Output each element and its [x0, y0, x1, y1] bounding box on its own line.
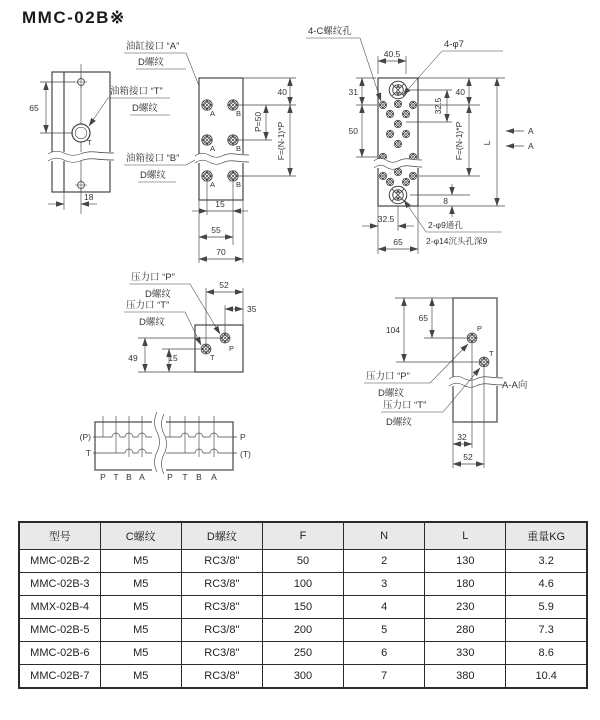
header-n: N	[344, 522, 425, 550]
spec-cell: 10.4	[506, 665, 587, 689]
spec-cell: 230	[425, 596, 506, 619]
label-pressure-port-t-section: 压力口 “T”	[383, 400, 427, 411]
schematic-port-4: P	[167, 472, 173, 482]
spec-cell: 180	[425, 573, 506, 596]
spec-cell: 5.9	[506, 596, 587, 619]
view-top-pattern	[306, 25, 534, 254]
label-4-c-threaded-holes: 4-C螺纹孔	[308, 26, 352, 37]
spec-cell: 7.3	[506, 619, 587, 642]
view-side-left	[29, 64, 114, 214]
spec-cell: RC3/8"	[181, 573, 262, 596]
spec-cell: RC3/8"	[181, 665, 262, 689]
schematic-port-2: B	[126, 472, 132, 482]
header-weight: 重量KG	[506, 522, 587, 550]
dim-8: 8	[443, 196, 448, 206]
schematic-label-t-left: T	[85, 448, 91, 458]
dim-55: 55	[211, 225, 221, 235]
section-arrow-a2: A	[528, 141, 534, 151]
spec-cell: M5	[100, 550, 181, 573]
schematic-port-3: A	[139, 472, 145, 482]
dim-52-section: 52	[463, 452, 473, 462]
dim-18: 18	[84, 192, 94, 202]
table-row	[19, 619, 587, 642]
spec-cell: M5	[100, 642, 181, 665]
label-pressure-port-t: 压力口 “T”	[126, 300, 170, 311]
label-4-phi7: 4-φ7	[444, 39, 464, 50]
dim-65-section: 65	[418, 313, 428, 323]
view-front	[192, 78, 296, 263]
spec-cell: RC3/8"	[181, 642, 262, 665]
spec-table	[18, 521, 588, 689]
port-letter-t: T	[87, 138, 92, 147]
schematic-label-p-right: P	[240, 432, 246, 442]
spec-cell: M5	[100, 665, 181, 689]
spec-cell: 280	[425, 619, 506, 642]
header-f: F	[262, 522, 343, 550]
header-l: L	[425, 522, 506, 550]
spec-cell-model: MMC-02B-6	[19, 642, 100, 665]
view-section-aa	[364, 298, 527, 468]
dim-40-top: 40	[455, 87, 465, 97]
page-title: MMC-02B※	[22, 8, 126, 27]
dim-p50: P=50	[253, 111, 263, 133]
port-letter-t-end: T	[210, 353, 215, 362]
header-model: 型号	[19, 522, 100, 550]
port-letter-b1: B	[236, 109, 242, 118]
section-arrow-a1: A	[528, 126, 534, 136]
table-row	[19, 665, 587, 689]
port-letter-t-section: T	[489, 349, 494, 358]
dim-49: 49	[128, 353, 138, 363]
dim-70: 70	[216, 247, 226, 257]
spec-cell: M5	[100, 596, 181, 619]
port-letter-a3: A	[210, 180, 216, 189]
label-tank-port-t: 油箱接口 “T”	[110, 86, 163, 97]
label-d-thread-1: D螺纹	[138, 57, 164, 68]
dim-65-top-view: 65	[393, 237, 403, 247]
spec-cell: 4	[344, 596, 425, 619]
dim-35: 35	[247, 304, 257, 314]
label-d-thread-6: D螺纹	[378, 388, 404, 399]
dim-32-5-bottom: 32.5	[377, 214, 395, 224]
spec-cell-model: MMC-02B-5	[19, 619, 100, 642]
spec-cell: 200	[262, 619, 343, 642]
spec-cell: RC3/8"	[181, 550, 262, 573]
spec-cell-model: MMC-02B-7	[19, 665, 100, 689]
dim-52-end: 52	[219, 280, 229, 290]
spec-cell: 300	[262, 665, 343, 689]
view-channel-schematic	[80, 412, 251, 482]
spec-cell: 6	[344, 642, 425, 665]
spec-cell: 3.2	[506, 550, 587, 573]
label-d-thread-2: D螺纹	[132, 103, 158, 114]
port-letter-b2: B	[236, 144, 242, 153]
port-letter-a1: A	[210, 109, 216, 118]
dim-l: L	[482, 140, 492, 146]
port-letter-a2: A	[210, 144, 216, 153]
dim-50: 50	[348, 126, 358, 136]
schematic-port-0: P	[100, 472, 106, 482]
view-pt-end	[124, 271, 257, 372]
schematic-label-p-left: (P)	[79, 432, 91, 442]
port-letter-b3: B	[236, 180, 242, 189]
spec-cell-model: MMC-02B-2	[19, 550, 100, 573]
spec-cell: M5	[100, 573, 181, 596]
schematic-port-1: T	[113, 472, 119, 482]
spec-cell-model: MMC-02B-3	[19, 573, 100, 596]
dim-32: 32	[457, 432, 467, 442]
label-section-aa: A-A向	[502, 380, 528, 391]
schematic-port-6: B	[196, 472, 202, 482]
spec-cell: 8.6	[506, 642, 587, 665]
dim-15-front: 15	[215, 199, 225, 209]
spec-cell: 330	[425, 642, 506, 665]
table-row	[19, 642, 587, 665]
spec-cell-model: MMX-02B-4	[19, 596, 100, 619]
label-cylinder-port-a: 油缸接口 “A”	[126, 41, 180, 52]
spec-cell: 4.6	[506, 573, 587, 596]
spec-cell: RC3/8"	[181, 619, 262, 642]
spec-cell: 130	[425, 550, 506, 573]
schematic-port-5: T	[182, 472, 188, 482]
spec-cell: 250	[262, 642, 343, 665]
dim-65-side: 65	[29, 103, 39, 113]
label-d-thread-4: D螺纹	[145, 289, 171, 300]
table-row	[19, 550, 587, 573]
spec-cell: 150	[262, 596, 343, 619]
label-d-thread-7: D螺纹	[386, 417, 412, 428]
dim-104: 104	[385, 325, 400, 335]
spec-cell: 3	[344, 573, 425, 596]
spec-cell: 5	[344, 619, 425, 642]
table-row	[19, 573, 587, 596]
schematic-label-t-right: (T)	[240, 449, 251, 459]
spec-header-row	[19, 522, 587, 550]
dim-32-5-right: 32.5	[433, 97, 443, 115]
header-d-thread: D螺纹	[181, 522, 262, 550]
spec-cell: 7	[344, 665, 425, 689]
label-d-thread-3: D螺纹	[140, 170, 166, 181]
label-pressure-port-p-section: 压力口 “P”	[366, 371, 410, 382]
spec-cell: RC3/8"	[181, 596, 262, 619]
spec-cell: 100	[262, 573, 343, 596]
table-row	[19, 596, 587, 619]
dim-40-5: 40.5	[383, 49, 401, 59]
label-d-thread-5: D螺纹	[139, 317, 165, 328]
spec-cell: 2	[344, 550, 425, 573]
port-letter-p-section: P	[477, 324, 483, 333]
spec-cell: M5	[100, 619, 181, 642]
schematic-port-7: A	[211, 472, 217, 482]
note-2-phi14-counterbore: 2-φ14沉头孔深9	[426, 236, 488, 246]
label-pressure-port-p: 压力口 “P”	[131, 272, 175, 283]
header-c-thread: C螺纹	[100, 522, 181, 550]
note-2-phi9-through: 2-φ9通孔	[428, 220, 463, 230]
port-letter-p-end: P	[229, 344, 235, 353]
spec-cell: 380	[425, 665, 506, 689]
label-tank-port-b: 油箱接口 “B”	[126, 153, 180, 164]
dim-15-end: 15	[168, 353, 178, 363]
spec-cell: 50	[262, 550, 343, 573]
dim-40-front: 40	[277, 87, 287, 97]
dim-f-front: F=(N-1)*P	[276, 121, 286, 161]
dim-31: 31	[348, 87, 358, 97]
dim-f-top: F=(N-1)*P	[454, 121, 464, 161]
